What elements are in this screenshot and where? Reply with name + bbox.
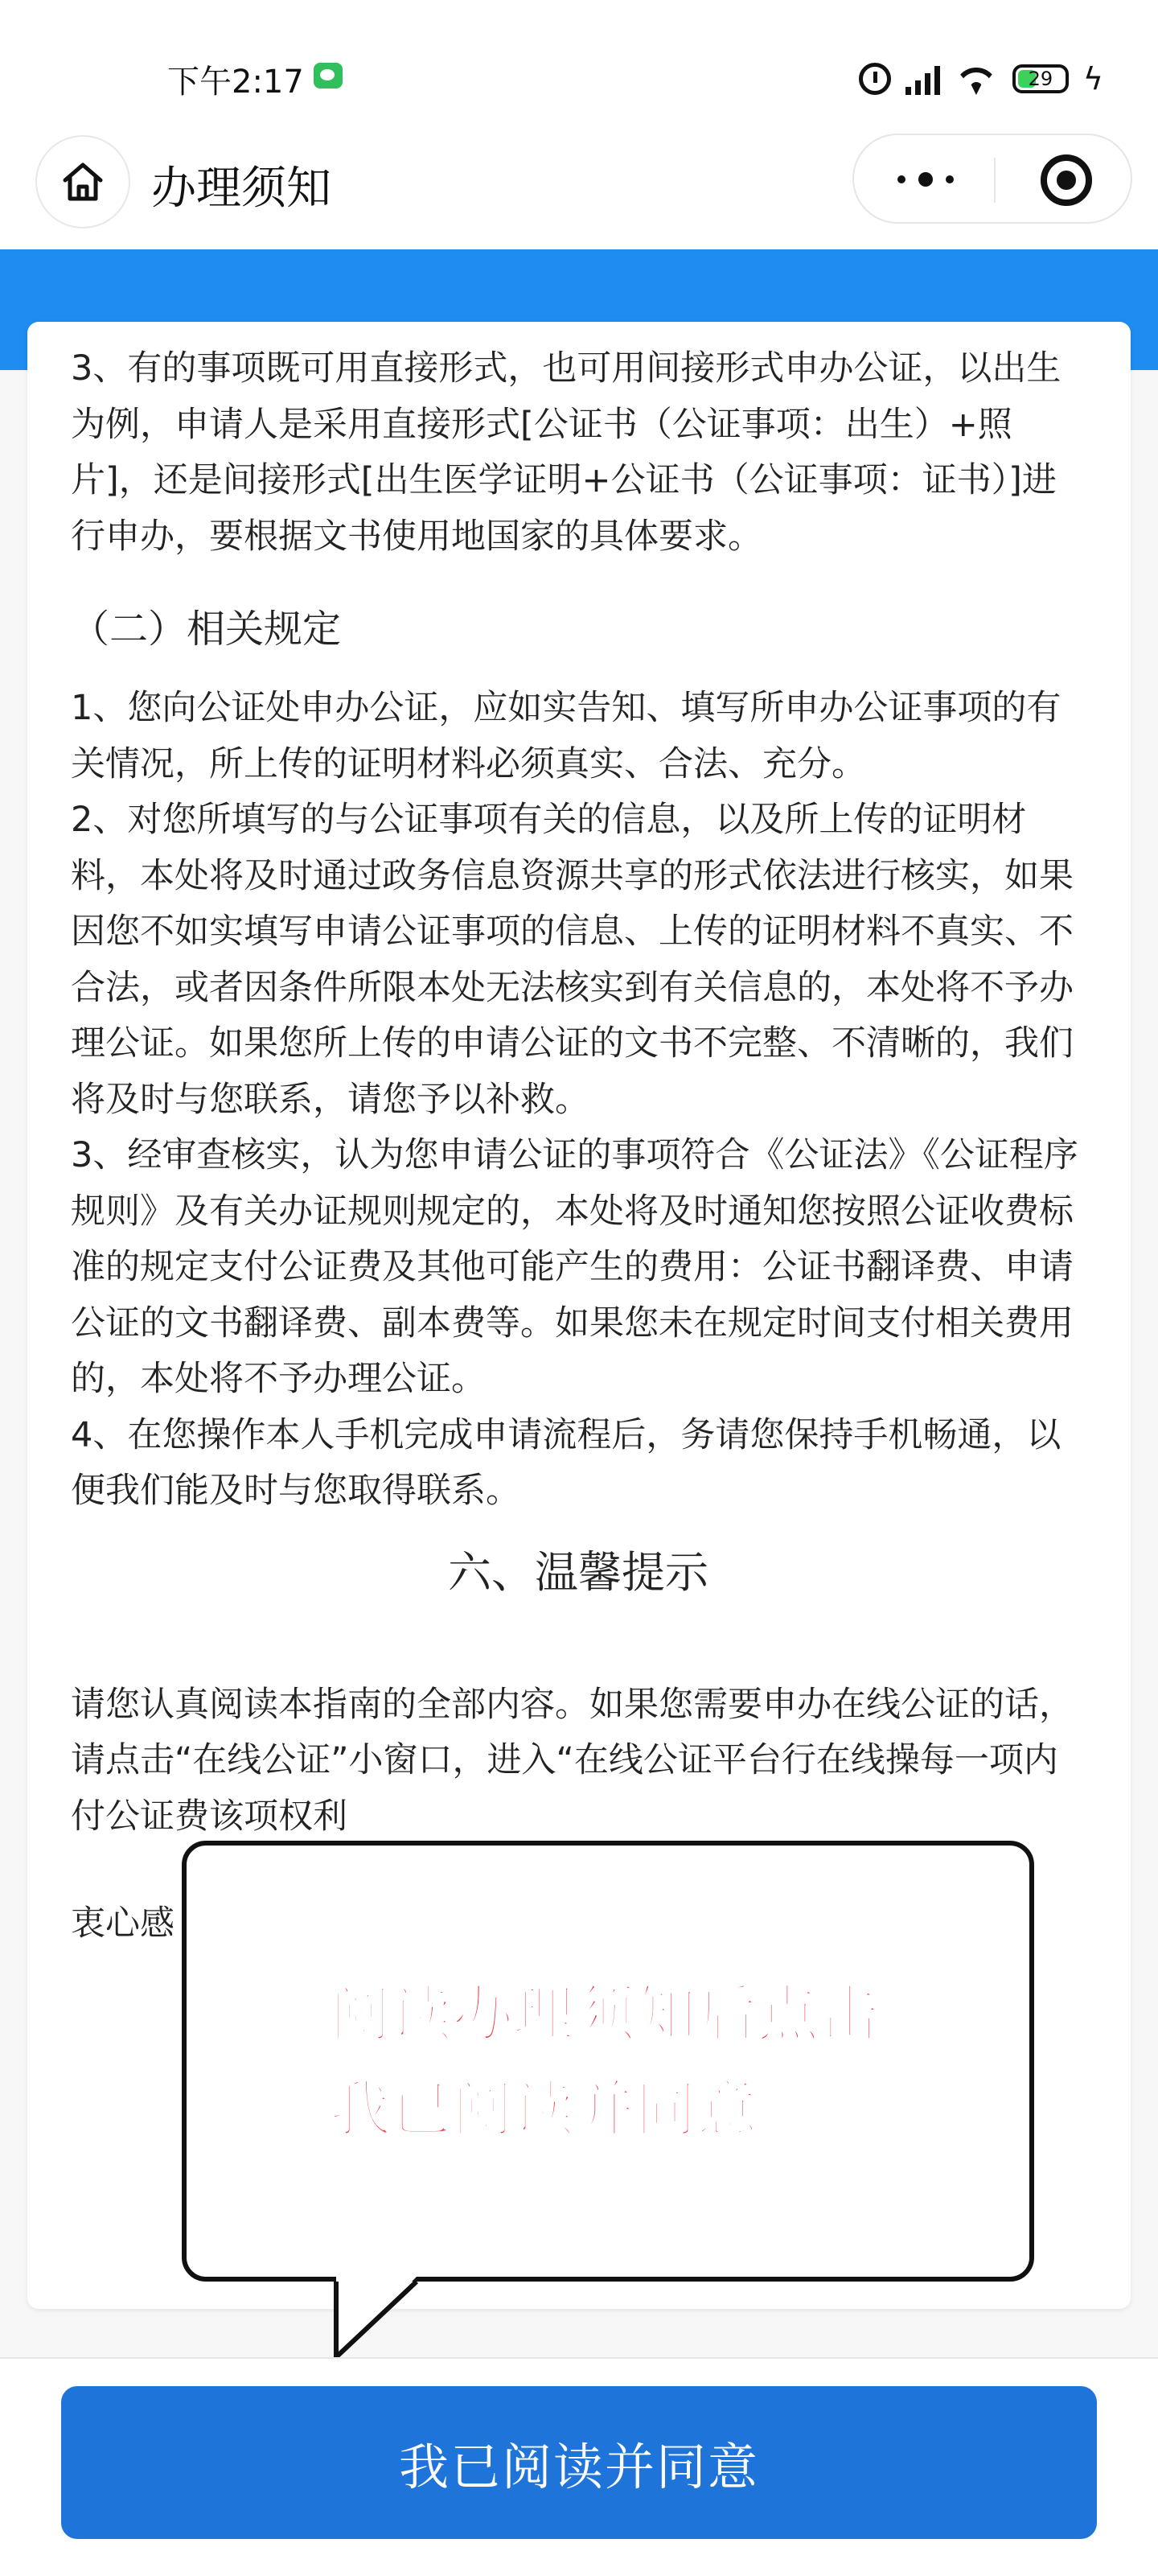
home-icon [62,161,104,203]
mini-program-capsule [852,134,1132,224]
wifi-icon [955,63,998,95]
instruction-text [330,1967,880,2157]
rule-1: 1、您向公证处申办公证，应如实告知、填写所申办公证事项的有关情况，所上传的证明材料必须真实、合法、充分。 [71,688,1062,784]
signal-icon [905,63,940,95]
charging-icon: ϟ [1082,61,1103,97]
subheading-related-rules: （二）相关规定 [71,607,342,652]
agree-button[interactable]: 我已阅读并同意 [61,2386,1097,2539]
wechat-notification-icon [314,63,343,88]
instruction-line-2: 我已阅读并同意 [330,2073,758,2145]
thanks-text: 衷心感 [71,1903,175,1944]
bubble-tail [322,2277,426,2365]
status-time: 下午2:17 [167,64,304,101]
more-options-icon[interactable] [886,161,967,198]
status-icons [859,55,1103,103]
tip-paragraph: 请您认真阅读本指南的全部内容。如果您需要申办在线公证的话，请点击“在线公证”小窗口，进入“在线公证平台行在线操每一项内付公证费该项权利 [71,1684,1074,1837]
section-title-tips: 六、温馨提示 [448,1546,708,1598]
alarm-icon [859,63,891,95]
instruction-line-1: 阅读办理须知后点击 [330,1978,880,2050]
status-bar [0,0,1158,137]
close-mini-program-icon[interactable] [1041,154,1092,206]
rule-2: 2、对您所填写的与公证事项有关的信息，以及所上传的证明材料，本处将及时通过政务信息资源共享的形式依法进行核实，如果因您不如实填写申请公证事项的信息、上传的证明材料不真实、不合法，或者因条件所限本处无法核实到有关信息的，本处将不予办理公证。如果您所上传的申请公证的文书不完整、不清晰的，我们将及时与您联系，请您予以补救。 [71,800,1074,1120]
home-button[interactable] [35,135,130,228]
capsule-divider [994,158,996,203]
item-3-intro: 3、有的事项既可用直接形式，也可用间接形式申办公证，以出生为例，申请人是采用直接形式[公证书（公证事项：出生）+照片]，还是间接形式[出生医学证明+公证书（公证事项：证书）]进行申办，要根据文书使用地国家的具体要求。 [71,348,1062,557]
battery-icon [1012,64,1069,93]
page-title: 办理须知 [151,163,331,215]
battery-level: 29 [1028,68,1053,90]
rule-3: 3、经审查核实，认为您申请公证的事项符合《公证法》《公证程序规则》及有关办证规则规定的，本处将及时通知您按照公证收费标准的规定支付公证费及其他可能产生的费用：公证书翻译费、申请公证的文书翻译费、副本费等。如果您未在规定时间支付相关费用的，本处将不予办理公证。 [71,1135,1078,1399]
rule-4: 4、在您操作本人手机完成申请流程后，务请您保持手机畅通，以便我们能及时与您取得联系。 [71,1414,1062,1511]
notice-content [71,341,1086,1953]
